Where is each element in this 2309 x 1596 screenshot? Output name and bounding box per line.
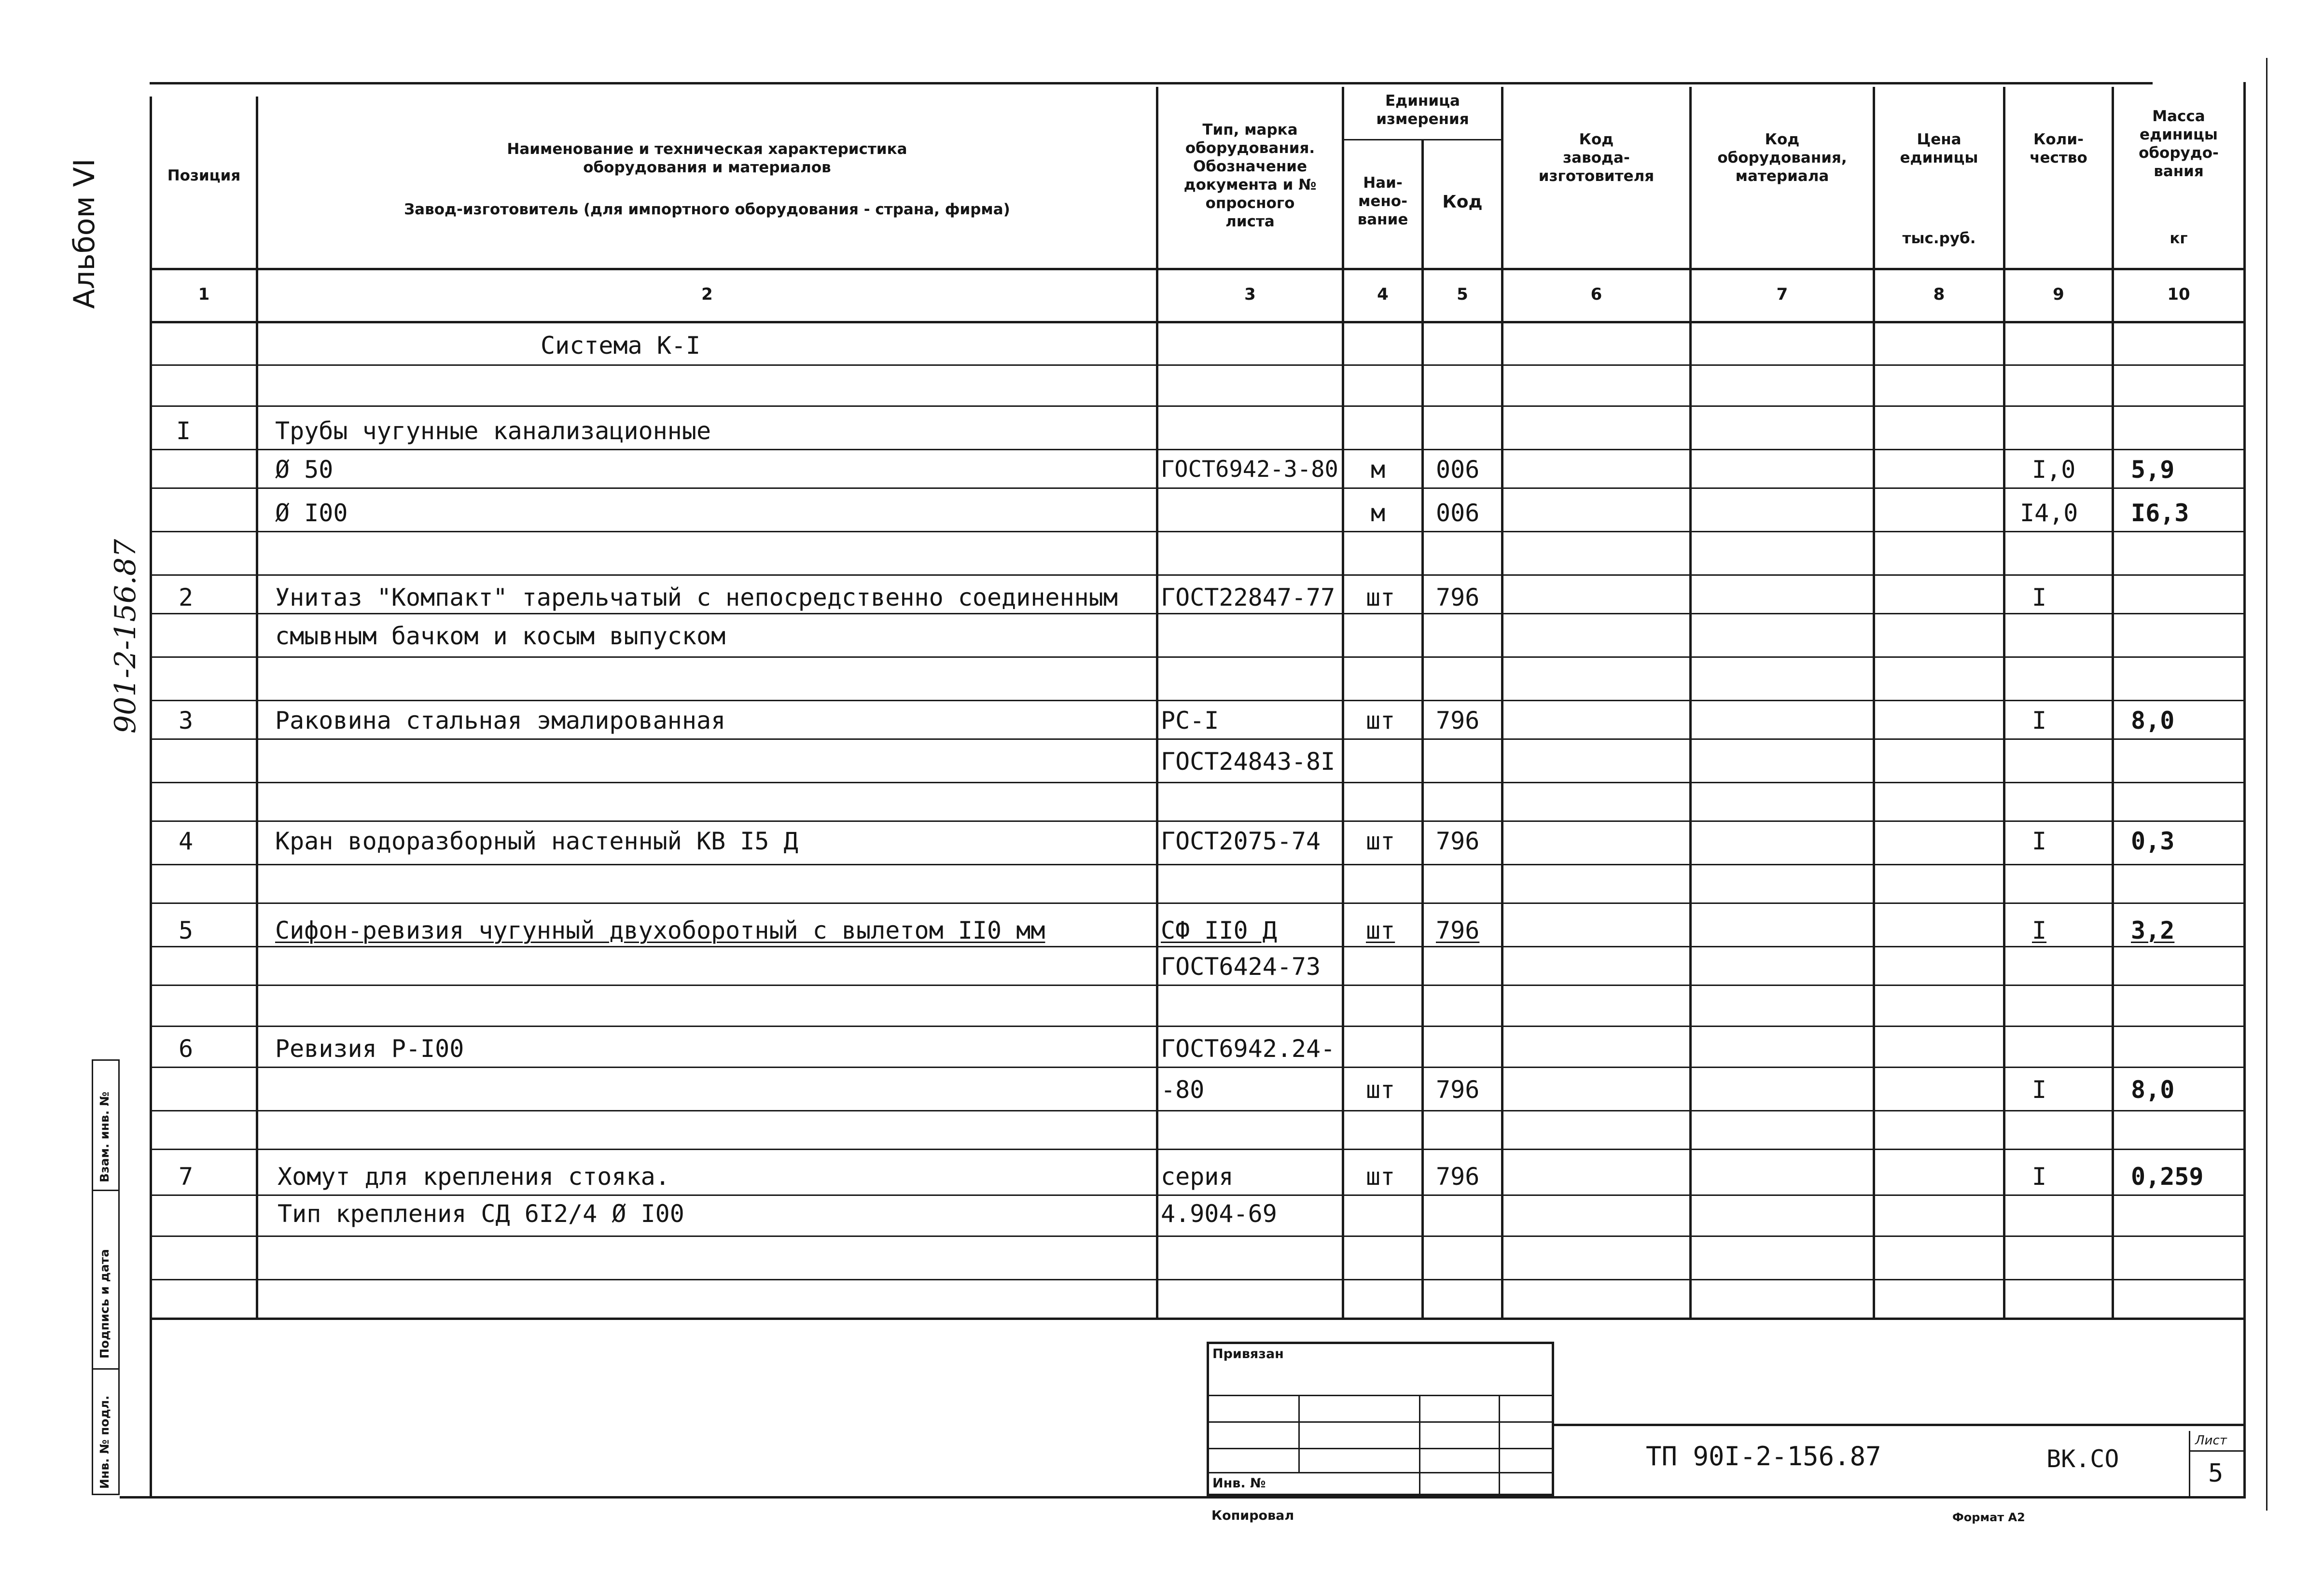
row-sep xyxy=(150,985,2244,986)
header-manufacturer: Завод-изготовитель (для импортного оборудования - страна, фирма) xyxy=(404,201,1010,218)
row-4-unit: шт xyxy=(1366,583,1395,611)
column-number: 5 xyxy=(1457,285,1468,304)
album-label: Альбом VI xyxy=(68,158,101,309)
stamp-strip-left xyxy=(92,1059,93,1494)
row-9-unit: шт xyxy=(1366,916,1395,944)
row-8-type: ГОСТ2075-74 xyxy=(1161,827,1321,855)
row-sep xyxy=(150,1194,2244,1196)
row-6-code: 796 xyxy=(1436,707,1480,735)
row-sep xyxy=(150,656,2244,658)
row-sep xyxy=(150,364,2244,366)
row-2-code: 006 xyxy=(1436,456,1480,484)
row-6-name: Раковина стальная эмалированная xyxy=(275,707,726,735)
row-2-unit: м xyxy=(1371,456,1386,484)
row-13-position: 7 xyxy=(179,1163,194,1191)
stamp-strip-top xyxy=(92,1059,120,1061)
column-number: 3 xyxy=(1244,285,1256,304)
stamp-signature-date: Подпись и дата xyxy=(97,1249,111,1359)
col-divider-1 xyxy=(256,97,258,1320)
header-position: Позиция xyxy=(167,167,241,184)
row-sep xyxy=(150,738,2244,740)
row-13-qty: I xyxy=(2032,1163,2047,1191)
header-bottom-rule xyxy=(150,268,2244,270)
approval-inv-label: Инв. № xyxy=(1212,1476,1266,1491)
row-4-code: 796 xyxy=(1436,583,1480,611)
col-divider-7 xyxy=(1873,87,1875,1320)
approval-rule xyxy=(1207,1421,1554,1423)
format-label: Формат А2 xyxy=(1952,1511,2025,1524)
row-8-name: Кран водоразборный настенный КВ I5 Д xyxy=(275,827,798,855)
column-number: 10 xyxy=(2167,285,2190,304)
row-sep xyxy=(150,1110,2244,1111)
col-divider-5 xyxy=(1501,87,1503,1320)
row-13-mass: 0,259 xyxy=(2131,1163,2204,1191)
colnum-bottom-rule xyxy=(150,321,2244,323)
row-sep xyxy=(150,531,2244,532)
row-8-unit: шт xyxy=(1366,827,1395,855)
row-sep xyxy=(150,902,2244,904)
row-sep xyxy=(150,782,2244,783)
row-3-mass: I6,3 xyxy=(2131,499,2189,527)
header-material-code: Код оборудования, материала xyxy=(1717,131,1847,185)
row-11-name: Ревизия Р-I00 xyxy=(275,1035,464,1063)
row-1-position: I xyxy=(176,417,191,445)
stamp-strip-bottom xyxy=(92,1494,120,1495)
column-number: 4 xyxy=(1377,285,1389,304)
row-sep xyxy=(150,1026,2244,1027)
row-sep xyxy=(150,864,2244,865)
approval-col xyxy=(1298,1395,1300,1472)
row-sep xyxy=(150,700,2244,701)
column-number: 9 xyxy=(2053,285,2064,304)
row-sep xyxy=(150,449,2244,450)
row-10-type: ГОСТ6424-73 xyxy=(1161,953,1321,981)
col-divider-4 xyxy=(1421,139,1424,1320)
row-8-qty: I xyxy=(2032,827,2047,855)
row-sep xyxy=(150,1067,2244,1068)
row-7-type: ГОСТ24843-8I xyxy=(1161,748,1335,776)
row-12-qty: I xyxy=(2032,1076,2047,1104)
column-number: 1 xyxy=(198,285,210,304)
header-quantity: Коли- чество xyxy=(2030,131,2087,167)
row-12-unit: шт xyxy=(1366,1076,1395,1104)
row-6-unit: шт xyxy=(1366,707,1395,735)
row-3-code: 006 xyxy=(1436,499,1480,527)
row-9-qty: I xyxy=(2032,916,2047,944)
document-code: ТП 90I-2-156.87 xyxy=(1646,1441,1881,1471)
sheet-label: Лист xyxy=(2195,1433,2227,1448)
row-8-position: 4 xyxy=(179,827,194,855)
row-3-qty: I4,0 xyxy=(2020,499,2078,527)
header-unit-group: Единица измерения xyxy=(1376,92,1469,128)
sheet-cell-divider xyxy=(2189,1450,2244,1452)
row-4-type: ГОСТ22847-77 xyxy=(1161,583,1335,611)
row-13-code: 796 xyxy=(1436,1163,1480,1191)
row-11-type: ГОСТ6942.24- xyxy=(1161,1035,1335,1063)
row-5-name: смывным бачком и косым выпуском xyxy=(275,622,726,650)
col-divider-6 xyxy=(1689,87,1692,1320)
sheet-cell-left xyxy=(2189,1431,2190,1499)
header-type: Тип, марка оборудования. Обозначение документа и № опросного листа xyxy=(1183,121,1317,230)
stamp-divider-2 xyxy=(92,1368,120,1370)
header-name: Наименование и техническая характеристика оборудования и материалов xyxy=(507,140,907,176)
row-12-type: -80 xyxy=(1161,1076,1205,1104)
stamp-divider-1 xyxy=(92,1190,120,1191)
sheet-number: 5 xyxy=(2208,1459,2224,1488)
row-9-type: СФ II0 Д xyxy=(1161,916,1277,944)
row-4-position: 2 xyxy=(179,583,194,611)
row-1-name: Трубы чугунные канализационные xyxy=(275,417,711,445)
copied-label: Копировал xyxy=(1211,1508,1294,1523)
row-4-qty: I xyxy=(2032,583,2047,611)
stamp-inv-sub: Инв. № подл. xyxy=(97,1395,111,1489)
header-unit-name: Наи- мено- вание xyxy=(1357,174,1408,228)
stamp-replace-inv: Взам. инв. № xyxy=(97,1092,111,1182)
row-9-position: 5 xyxy=(179,916,194,944)
approval-attached-label: Привязан xyxy=(1212,1346,1284,1361)
row-6-type: РС-I xyxy=(1161,707,1219,735)
approval-col xyxy=(1499,1395,1500,1496)
row-8-mass: 0,3 xyxy=(2131,827,2175,855)
row-13-name: Хомут для крепления стояка. xyxy=(278,1163,670,1191)
column-number: 7 xyxy=(1776,285,1788,304)
approval-rule xyxy=(1207,1448,1554,1449)
col-divider-9 xyxy=(2112,87,2114,1320)
row-14-type: 4.904-69 xyxy=(1161,1200,1277,1228)
row-9-code: 796 xyxy=(1436,916,1480,944)
header-mass: Масса единицы оборудо- вания xyxy=(2139,108,2219,180)
frame-left xyxy=(150,97,152,1499)
row-sep xyxy=(150,946,2244,947)
row-2-type: ГОСТ6942-3-80 xyxy=(1161,456,1338,483)
header-price-unit: тыс.руб. xyxy=(1902,230,1976,247)
system-title: Система К-I xyxy=(541,332,701,360)
frame-right-outer xyxy=(2266,58,2267,1511)
approval-rule xyxy=(1207,1472,1554,1473)
row-sep xyxy=(150,487,2244,489)
approval-rule xyxy=(1207,1395,1554,1396)
doc-number-handwritten: 901-2-156.87 xyxy=(109,539,142,734)
header-mass-unit: кг xyxy=(2170,230,2188,247)
row-3-name: Ø I00 xyxy=(275,499,348,527)
row-9-name: Сифон-ревизия чугунный двухоборотный с вылетом II0 мм xyxy=(275,916,1045,944)
row-sep xyxy=(150,574,2244,576)
frame-right xyxy=(2243,82,2246,1499)
approval-col xyxy=(1419,1395,1420,1496)
row-12-code: 796 xyxy=(1436,1076,1480,1104)
row-sep xyxy=(150,1279,2244,1280)
row-4-name: Унитаз "Компакт" тарельчатый с непосредственно соединенным xyxy=(275,583,1118,611)
row-12-mass: 8,0 xyxy=(2131,1076,2175,1104)
header-unit-code: Код xyxy=(1442,192,1483,212)
frame-bottom xyxy=(120,1496,2246,1499)
stamp-strip-right xyxy=(118,1059,120,1494)
row-6-qty: I xyxy=(2032,707,2047,735)
row-sep xyxy=(150,613,2244,614)
row-6-position: 3 xyxy=(179,707,194,735)
row-sep xyxy=(150,1235,2244,1237)
row-2-name: Ø 50 xyxy=(275,456,334,484)
title-block-top xyxy=(1554,1424,2244,1426)
section-code: ВК.СО xyxy=(2046,1445,2119,1473)
row-sep xyxy=(150,405,2244,407)
column-number: 2 xyxy=(701,285,713,304)
header-plant-code: Код завода- изготовителя xyxy=(1538,131,1655,185)
row-2-qty: I,0 xyxy=(2032,456,2076,484)
col-divider-2 xyxy=(1156,87,1158,1320)
col-divider-8 xyxy=(2003,87,2005,1320)
row-13-unit: шт xyxy=(1366,1163,1395,1191)
row-6-mass: 8,0 xyxy=(2131,707,2175,735)
row-11-position: 6 xyxy=(179,1035,194,1063)
row-13-type: серия xyxy=(1161,1163,1234,1191)
row-sep xyxy=(150,820,2244,822)
col-divider-3 xyxy=(1342,87,1344,1320)
frame-top xyxy=(150,82,2153,84)
header-price: Цена единицы xyxy=(1900,131,1978,167)
row-sep xyxy=(150,1149,2244,1150)
row-2-mass: 5,9 xyxy=(2131,456,2175,484)
row-8-code: 796 xyxy=(1436,827,1480,855)
row-9-mass: 3,2 xyxy=(2131,916,2175,944)
table-bottom-rule xyxy=(150,1318,2244,1320)
row-14-name: Тип крепления СД 6I2/4 Ø I00 xyxy=(278,1200,684,1228)
row-3-unit: м xyxy=(1371,499,1386,527)
column-number: 8 xyxy=(1933,285,1945,304)
column-number: 6 xyxy=(1590,285,1602,304)
